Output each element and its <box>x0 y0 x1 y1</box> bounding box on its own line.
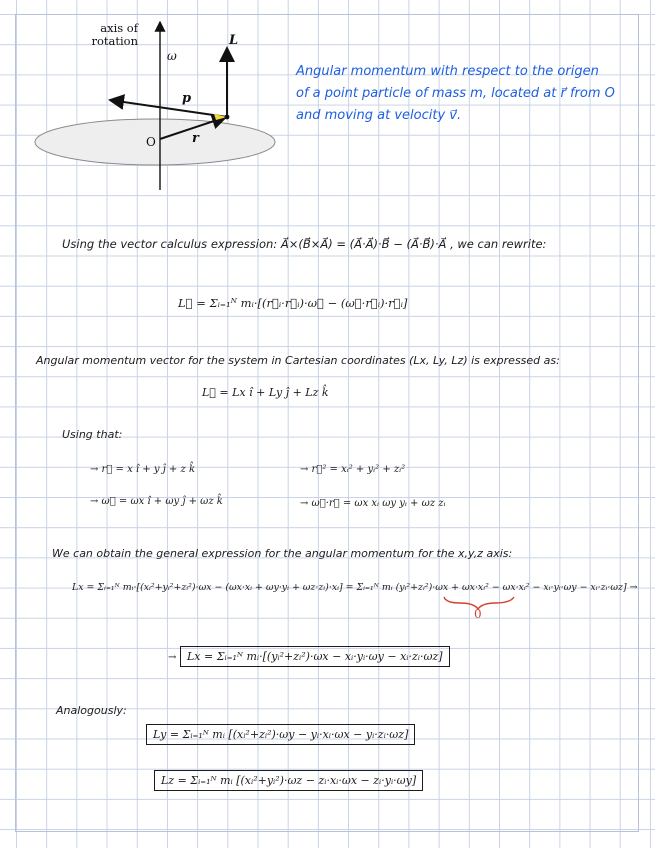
eq-r: → r⃗ = x î + y ĵ + z k̂ <box>90 464 195 475</box>
axis-label-line2: rotation <box>91 34 138 48</box>
using-that-text: Using that: <box>62 428 123 441</box>
particle-dot <box>225 115 230 120</box>
omega-label: ω <box>167 49 177 63</box>
vector-identity-text: Using the vector calculus expression: A⃗×(B⃗×A⃗) = (A⃗·A⃗)·B⃗ − (A⃗·B⃗)·A⃗ , we can rewrite: <box>62 237 547 251</box>
eq-L-components: L⃗ = Lx î + Ly ĵ + Lz k̂ <box>202 386 329 399</box>
eq-Lx-long <box>72 582 637 593</box>
eq-r-squared: → r⃗² = xᵢ² + yᵢ² + zᵢ² <box>300 464 406 475</box>
cartesian-intro-text: Angular momentum vector for the system in Cartesian coordinates (Lx, Ly, Lz) is expressed as: <box>36 354 560 367</box>
eq-Lx-long-right: − xᵢ·yᵢ·ωy − xᵢ·zᵢ·ωz] → <box>532 582 638 593</box>
eq-Lx-long-left: Lx = Σᵢ₌₁ᴺ mᵢ·[(xᵢ²+yᵢ²+zᵢ²)·ωx − (ωx·xᵢ + ωy·yᵢ + ωz·zᵢ)·xᵢ] = Σᵢ₌₁ᴺ mᵢ (yᵢ²+zᵢ²)·ωx + <box>72 582 460 593</box>
caption-line1: Angular momentum with respect to the origen <box>296 64 599 79</box>
cancel-zero: 0 <box>474 607 482 621</box>
r-label: r <box>192 131 199 146</box>
eq-L: L⃗ = Σᵢ₌₁ᴺ mᵢ·[(r⃗ᵢ·r⃗ᵢ)·ω⃗ − (ω⃗·r⃗ᵢ)·r⃗ᵢ] <box>178 296 408 310</box>
eq-Lx-long-cancel: ωx·xᵢ² − ωx·xᵢ² <box>462 582 530 593</box>
L-label: L <box>229 33 239 48</box>
p-vector <box>110 100 227 117</box>
origin-label: O <box>146 135 156 149</box>
p-label: p <box>182 91 192 106</box>
arrow-to-Lx: → <box>168 652 177 663</box>
general-intro-text: We can obtain the general expression for the angular momentum for the x,y,z axis: <box>52 547 513 560</box>
eq-omega: → ω⃗ = ωx î + ωy ĵ + ωz k̂ <box>90 496 223 507</box>
boxed-Ly: Ly = Σᵢ₌₁ᴺ mᵢ [(xᵢ²+zᵢ²)·ωy − yᵢ·xᵢ·ωx − yᵢ·zᵢ·ωz] <box>146 724 415 745</box>
boxed-Lz: Lz = Σᵢ₌₁ᴺ mᵢ [(xᵢ²+yᵢ²)·ωz − zᵢ·xᵢ·ωx − zᵢ·yᵢ·ωy] <box>154 770 423 791</box>
eq-omega-dot-r: → ω⃗·r⃗ = ωx xᵢ ωy yᵢ + ωz zᵢ <box>300 498 446 509</box>
angular-momentum-figure <box>30 18 280 196</box>
analogously-text: Analogously: <box>56 704 127 717</box>
caption-line2: of a point particle of mass m, located at r⃗ from O <box>296 86 615 101</box>
caption-line3: and moving at velocity v⃗. <box>296 108 462 123</box>
boxed-Lx: Lx = Σᵢ₌₁ᴺ mᵢ·[(yᵢ²+zᵢ²)·ωx − xᵢ·yᵢ·ωy − xᵢ·zᵢ·ωz] <box>180 646 450 667</box>
axis-label-line1: axis of <box>100 21 138 35</box>
